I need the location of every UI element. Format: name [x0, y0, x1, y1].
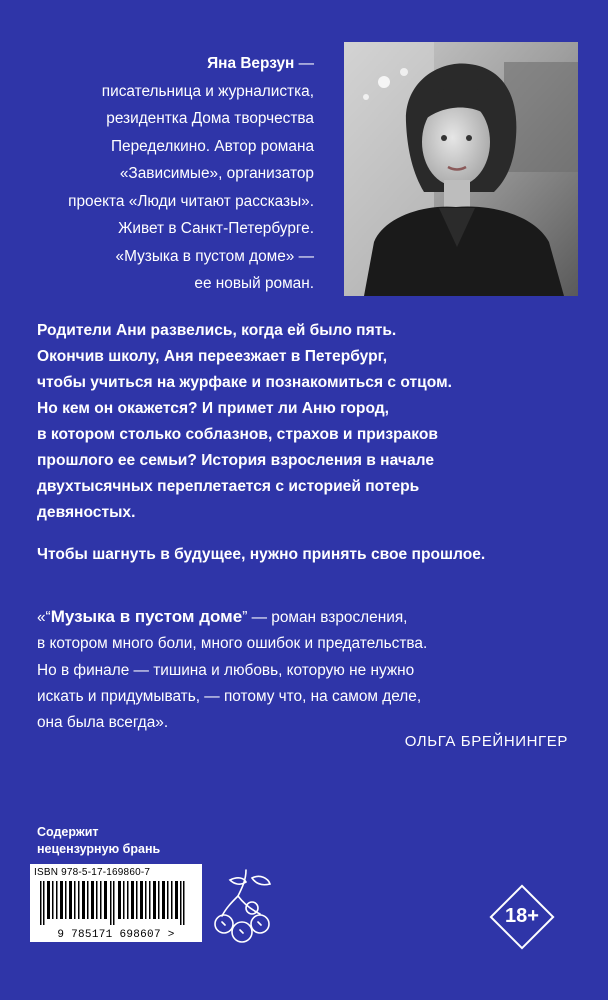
- bio-line: «Музыка в пустом доме» —: [115, 247, 314, 265]
- synopsis-line: Но кем он окажется? И примет ли Аню город,: [37, 400, 390, 417]
- quote-line: искать и придумывать, — потому что, на самом деле,: [37, 687, 422, 705]
- bio-dash: —: [294, 55, 314, 72]
- berries-icon: [212, 866, 276, 946]
- quote-author: ОЛЬГА БРЕЙНИНГЕР: [404, 733, 568, 750]
- quote-open-marks: «“: [37, 609, 51, 626]
- bio-line: Живет в Санкт-Петербурге.: [118, 220, 314, 237]
- isbn-text: ISBN 978-5-17-169860-7: [34, 867, 151, 878]
- warning-line: Содержит: [37, 825, 99, 839]
- quote-line: в котором много боли, много ошибок и предательства.: [37, 635, 428, 653]
- quote-book-title: Музыка в пустом доме: [50, 607, 243, 626]
- synopsis-line: Родители Ани развелись, когда ей было пять.: [37, 322, 397, 339]
- quote-line: Но в финале — тишина и любовь, которую не нужно: [37, 661, 415, 679]
- synopsis-line: Окончив школу, Аня переезжает в Петербург,: [37, 348, 388, 365]
- synopsis: [37, 318, 582, 568]
- bio-line: резидентка Дома творчества: [106, 110, 314, 127]
- bio-line: проекта «Люди читают рассказы».: [68, 192, 314, 210]
- synopsis-line: двухтысячных переплетается с историей потерь: [37, 478, 420, 495]
- tagline: Чтобы шагнуть в будущее, нужно принять свое прошлое.: [37, 546, 486, 563]
- barcode-digits: 9 785171 698607 >: [57, 929, 175, 941]
- bio-line: Переделкино. Автор романа: [110, 137, 314, 155]
- synopsis-line: в котором столько соблазнов, страхов и призраков: [37, 426, 439, 443]
- age-rating-text: 18+: [505, 905, 539, 927]
- warning-line: нецензурную брань: [37, 842, 161, 856]
- synopsis-line: девяностых.: [37, 504, 136, 521]
- quote-line-rest: ” — роман взросления,: [242, 609, 408, 626]
- bio-line: ее новый роман.: [194, 275, 314, 292]
- barcode-bars: [34, 881, 198, 925]
- age-rating-badge: [490, 885, 554, 949]
- synopsis-line: прошлого ее семьи? История взросления в начале: [37, 452, 434, 469]
- barcode: [30, 864, 202, 942]
- review-quote: [37, 604, 582, 736]
- bio-line: писательница и журналистка,: [101, 82, 314, 100]
- quote-line: она была всегда».: [37, 714, 169, 732]
- content-warning: [37, 824, 160, 858]
- author-bio: [30, 50, 314, 298]
- author-portrait-image: [344, 42, 578, 296]
- synopsis-line: чтобы учиться на журфаке и познакомиться с отцом.: [37, 374, 452, 391]
- bio-line: «Зависимые», организатор: [119, 165, 314, 182]
- author-photo: [344, 42, 578, 296]
- author-name: Яна Верзун: [207, 55, 295, 72]
